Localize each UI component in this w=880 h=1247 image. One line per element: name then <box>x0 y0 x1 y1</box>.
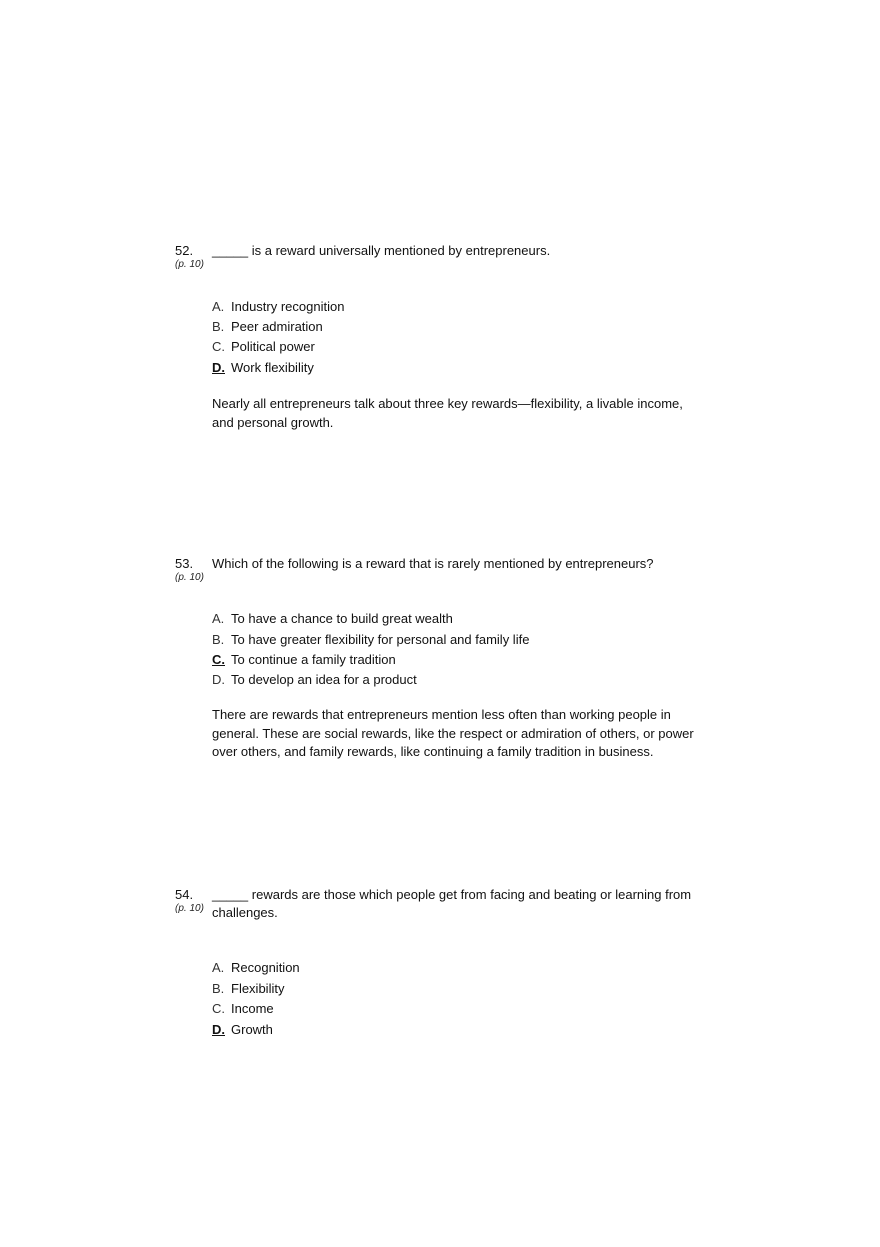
option-letter: B. <box>212 319 225 334</box>
option-text: Industry recognition <box>231 299 345 314</box>
explanation: Nearly all entrepreneurs talk about three key rewards—flexibility, a livable income, and personal growth. <box>212 396 683 430</box>
page-reference: (p. 10) <box>175 259 204 270</box>
option-a <box>212 298 344 316</box>
option-text: To continue a family tradition <box>231 652 396 667</box>
option-text: Work flexibility <box>231 360 314 375</box>
option-a <box>212 610 453 628</box>
option-letter: B. <box>212 632 225 647</box>
page-reference: (p. 10) <box>175 572 204 583</box>
option-c <box>212 1000 274 1018</box>
option-text: To develop an idea for a product <box>231 672 417 687</box>
option-letter: A. <box>212 611 225 626</box>
correct-option-letter: D. <box>212 360 225 375</box>
option-letter: C. <box>212 1001 225 1016</box>
option-b <box>212 318 323 336</box>
option-d-correct <box>212 1021 273 1039</box>
option-text: Political power <box>231 339 315 354</box>
option-text: Income <box>231 1001 274 1016</box>
option-text: To have a chance to build great wealth <box>231 611 453 626</box>
question-number: 54. <box>175 887 194 902</box>
option-letter: A. <box>212 299 225 314</box>
option-c-correct <box>212 651 396 669</box>
option-text: Recognition <box>231 960 300 975</box>
correct-option-letter: C. <box>212 652 225 667</box>
question-number: 53. <box>175 556 194 571</box>
option-text: Growth <box>231 1022 273 1037</box>
option-b <box>212 980 284 998</box>
option-d-correct <box>212 359 314 377</box>
question-text: _____ is a reward universally mentioned by entrepreneurs. <box>212 243 551 258</box>
option-text: Flexibility <box>231 981 285 996</box>
option-c <box>212 338 315 356</box>
option-b <box>212 631 529 649</box>
option-letter: B. <box>212 981 225 996</box>
page-reference: (p. 10) <box>175 903 204 914</box>
question-text: _____ rewards are those which people get from facing and beating or learning from challenges. <box>212 887 692 920</box>
correct-option-letter: D. <box>212 1022 225 1037</box>
option-letter: C. <box>212 339 225 354</box>
question-text: Which of the following is a reward that is rarely mentioned by entrepreneurs? <box>212 556 654 571</box>
option-letter: D. <box>212 672 225 687</box>
question-number: 52. <box>175 243 194 258</box>
option-a <box>212 959 300 977</box>
explanation: There are rewards that entrepreneurs mention less often than working people in general. These are social rewards, like the respect or admiration of others, or power over others, and family rewards, like continuing a family tradition in business. <box>212 707 694 759</box>
option-d <box>212 671 417 689</box>
option-letter: A. <box>212 960 225 975</box>
option-text: Peer admiration <box>231 319 323 334</box>
option-text: To have greater flexibility for personal and family life <box>231 632 530 647</box>
